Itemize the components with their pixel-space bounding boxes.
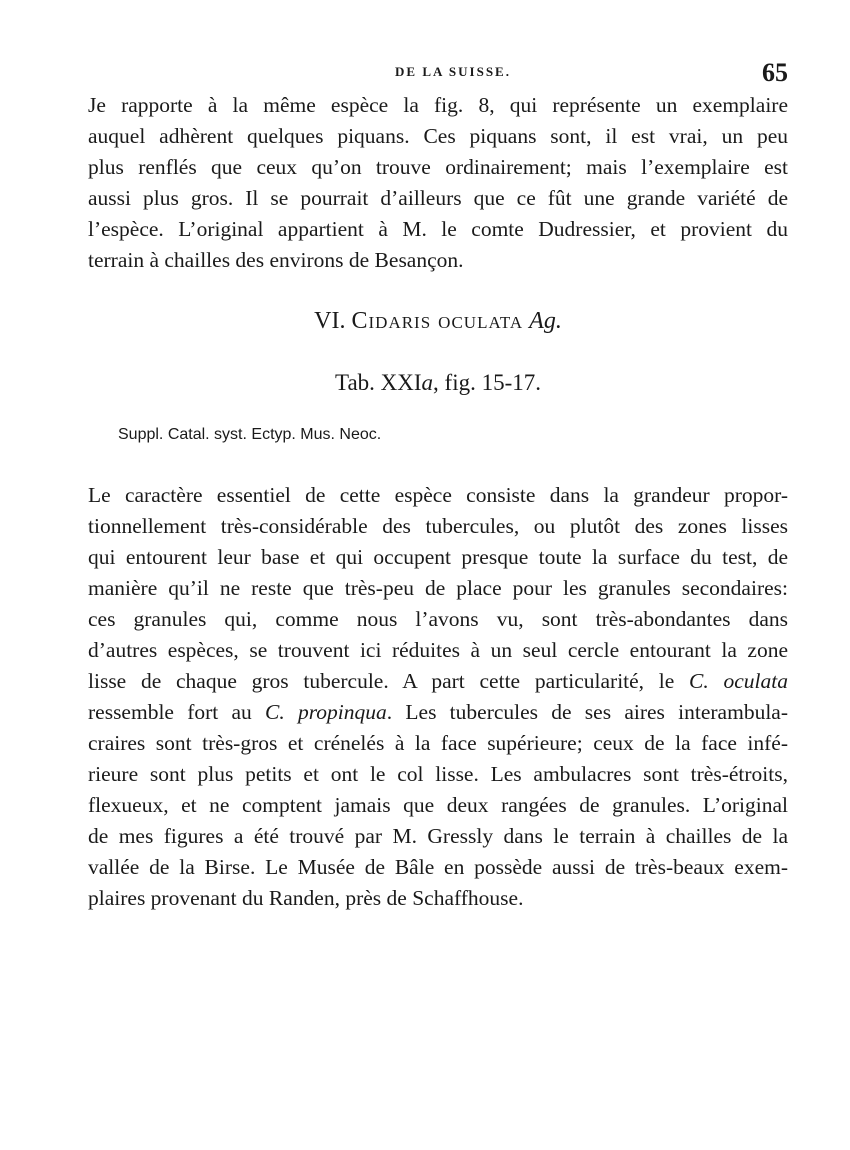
paragraph-specimen-note [88, 90, 788, 276]
species-name: Cidaris oculata [351, 308, 524, 334]
text-line: l’espèce. L’original appartient à M. le comte Dudressier, et provient du [88, 217, 788, 241]
text-line: plus renflés que ceux qu’on trouve ordinairement; mais l’exemplaire est [88, 155, 788, 179]
species-number: VI. [314, 308, 346, 334]
citation: Suppl. Catal. syst. Ectyp. Mus. Neoc. [118, 426, 382, 443]
text-line: Je rapporte à la même espèce la fig. 8, qui représente un exemplaire [88, 93, 788, 117]
text-line: auquel adhèrent quelques piquans. Ces piquans sont, il est vrai, un peu [88, 124, 788, 148]
text-line: flexueux, et ne comptent jamais que deux rangées de granules. L’original [88, 793, 788, 817]
running-head [88, 58, 788, 87]
text-line: ressemble fort au C. propinqua. Les tubercules de ses aires interambula- [88, 700, 788, 724]
plate-figs: , fig. 15-17. [433, 370, 541, 395]
running-title: DE LA SUISSE. [395, 64, 511, 79]
text-line: qui entourent leur base et qui occupent presque toute la surface du test, de [88, 545, 788, 569]
plate-reference [88, 370, 788, 396]
text-line: vallée de la Birse. Le Musée de Bâle en possède aussi de très-beaux exem- [88, 855, 788, 879]
text-line: lisse de chaque gros tubercule. A part cette particularité, le C. oculata [88, 669, 788, 693]
text-line: tionnellement très-considérable des tubercules, ou plutôt des zones lisses [88, 514, 788, 538]
plate-suffix: a [421, 370, 434, 395]
text-line: plaires provenant du Randen, près de Schaffhouse. [88, 886, 524, 910]
text-line: craires sont très-gros et crénelés à la face supérieure; ceux de la face infé- [88, 731, 788, 755]
species-ref: C. oculata [689, 669, 788, 693]
text-line: rieure sont plus petits et ont le col lisse. Les ambulacres sont très-étroits, [88, 762, 788, 786]
text-line: terrain à chailles des environs de Besançon. [88, 248, 464, 272]
text-line: manière qu’il ne reste que très-peu de place pour les granules secondaires: [88, 576, 788, 600]
text-line: d’autres espèces, se trouvent ici réduites à un seul cercle entourant la zone [88, 638, 788, 662]
text-line: ces granules qui, comme nous l’avons vu, sont très-abondantes dans [88, 607, 788, 631]
paragraph-description [88, 480, 788, 914]
species-ref: C. propinqua [265, 700, 387, 724]
page-number: 65 [762, 58, 788, 87]
text-line: de mes figures a été trouvé par M. Gressly dans le terrain à chailles de la [88, 824, 788, 848]
species-heading [88, 308, 788, 335]
species-author: Ag. [529, 308, 562, 334]
plate-prefix: Tab. XXI [335, 370, 422, 395]
text-line: Le caractère essentiel de cette espèce consiste dans la grandeur propor- [88, 483, 788, 507]
text-line: aussi plus gros. Il se pourrait d’ailleurs que ce fût une grande variété de [88, 186, 788, 210]
